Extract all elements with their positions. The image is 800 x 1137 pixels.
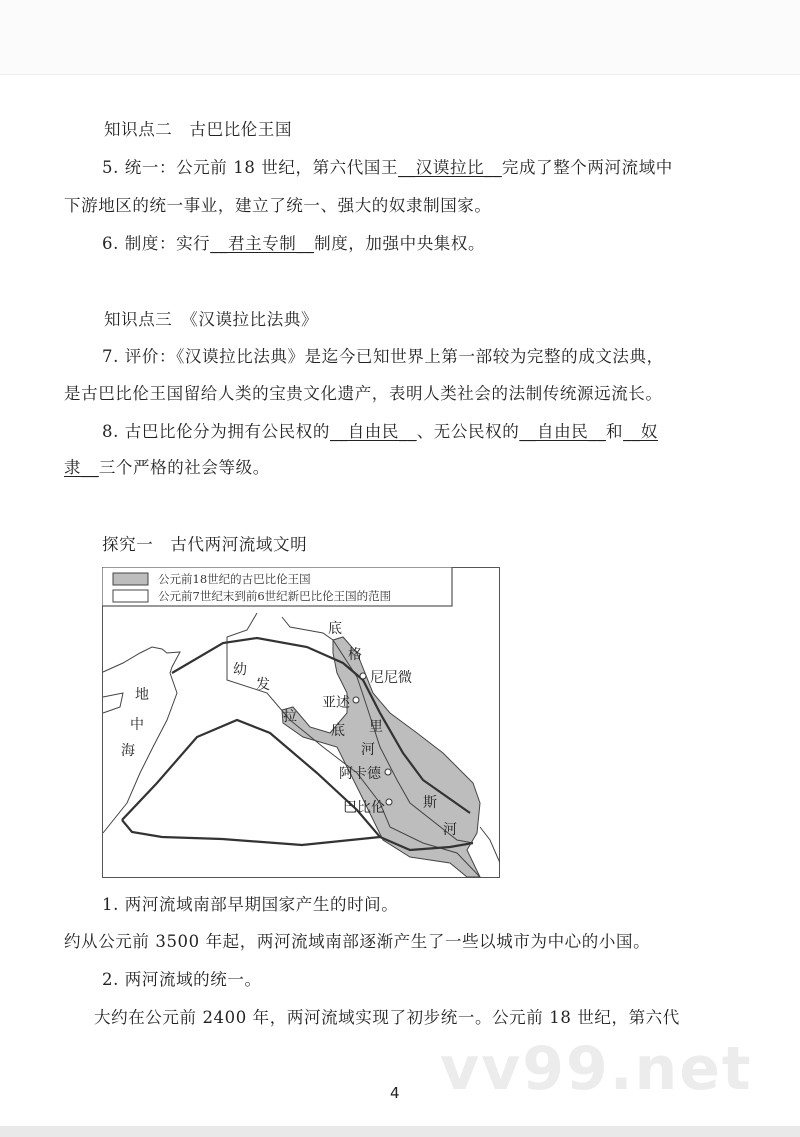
- legend-swatch-new-babylon: [113, 590, 148, 602]
- label-sea-1: 地: [134, 686, 149, 703]
- item-5-suffix: 完成了整个两河流域中: [501, 158, 673, 177]
- legend-new-babylon: 公元前7世纪末到前6世纪新巴比伦王国的范围: [157, 588, 391, 603]
- item-8-answer-3a: __奴: [623, 422, 658, 441]
- label-he: 河: [360, 741, 375, 758]
- mesopotamia-map: [102, 567, 500, 878]
- new-babylon-boundary-west: [122, 820, 380, 845]
- item-8-suffix: 三个严格的社会等级。: [98, 458, 270, 477]
- label-babylon: 巴比伦: [342, 799, 385, 816]
- item-8-answer-3b: 隶__: [64, 458, 99, 477]
- gulf-coast: [480, 827, 500, 863]
- section-heading-3: 知识点三 《汉谟拉比法典》: [104, 310, 319, 329]
- label-fa: 发: [255, 676, 270, 693]
- item-8-mid-2: 和: [606, 422, 624, 441]
- item-8-answer-1: __自由民__: [330, 422, 417, 441]
- label-you: 幼: [232, 661, 247, 678]
- answer-2: 大约在公元前 2400 年，两河流域实现了初步统一。公元前 18 世纪，第六代: [94, 1008, 680, 1027]
- legend-swatch-old-babylon: [113, 573, 148, 585]
- item-5-line-1: [102, 157, 673, 179]
- item-6: [102, 233, 485, 255]
- item-7-line-2: 是古巴比伦王国留给人类的宝贵文化遗产，表明人类社会的法制传统源远流长。: [64, 384, 663, 403]
- item-8-line-2: [64, 457, 270, 479]
- label-ge: 格: [347, 646, 362, 663]
- page-bottom-edge: [0, 1126, 800, 1137]
- page-top-margin: [0, 0, 800, 75]
- label-la: 拉: [282, 708, 297, 725]
- label-sea-3: 海: [120, 742, 135, 759]
- ninevah-city-marker: [360, 673, 366, 679]
- item-8-mid-1: 、无公民权的: [416, 422, 520, 441]
- page-number: 4: [390, 1084, 400, 1102]
- akkad-city-marker: [385, 769, 391, 775]
- watermark: vv99.net: [440, 1034, 753, 1104]
- question-1: 1. 两河流域南部早期国家产生的时间。: [102, 895, 399, 914]
- label-sea-2: 中: [129, 716, 144, 733]
- item-6-prefix: 6. 制度：实行: [102, 234, 211, 253]
- babylon-city-marker: [386, 799, 392, 805]
- coast-inlet: [103, 693, 123, 713]
- label-di: 底: [327, 620, 342, 637]
- item-6-suffix: 制度，加强中央集权。: [314, 234, 486, 253]
- item-8-prefix: 8. 古巴比伦分为拥有公民权的: [102, 422, 330, 441]
- item-6-answer: __君主专制__: [210, 234, 315, 253]
- item-5-line-2: 下游地区的统一事业，建立了统一、强大的奴隶制国家。: [64, 196, 492, 215]
- item-8-line-1: [102, 421, 658, 443]
- map-drawing: [102, 567, 500, 878]
- label-ninevah: 尼尼微: [369, 669, 412, 686]
- label-li: 里: [368, 718, 383, 735]
- label-assur: 亚述: [321, 694, 350, 711]
- label-akkad: 阿卡德: [338, 765, 381, 782]
- legend-old-babylon: 公元前18世纪的古巴比伦王国: [157, 571, 311, 586]
- label-si: 斯: [422, 794, 437, 811]
- question-2: 2. 两河流域的统一。: [102, 970, 262, 989]
- item-8-answer-2: __自由民__: [519, 422, 607, 441]
- label-di-2: 底: [330, 722, 345, 739]
- item-5-prefix: 5. 统一：公元前 18 世纪，第六代国王: [102, 158, 399, 177]
- answer-1: 约从公元前 3500 年起，两河流域南部逐渐产生了一些以城市为中心的小国。: [64, 932, 651, 951]
- label-he-2: 河: [442, 821, 457, 838]
- explore-heading: 探究一 古代两河流域文明: [102, 535, 308, 554]
- map-legend: [102, 567, 452, 606]
- assur-city-marker: [353, 697, 359, 703]
- coastline: [103, 647, 180, 833]
- section-heading-2: 知识点二 古巴比伦王国: [104, 120, 293, 139]
- item-5-answer: __汉谟拉比__: [398, 158, 502, 177]
- item-7-line-1: 7. 评价：《汉谟拉比法典》是迄今已知世界上第一部较为完整的成文法典，: [102, 347, 664, 366]
